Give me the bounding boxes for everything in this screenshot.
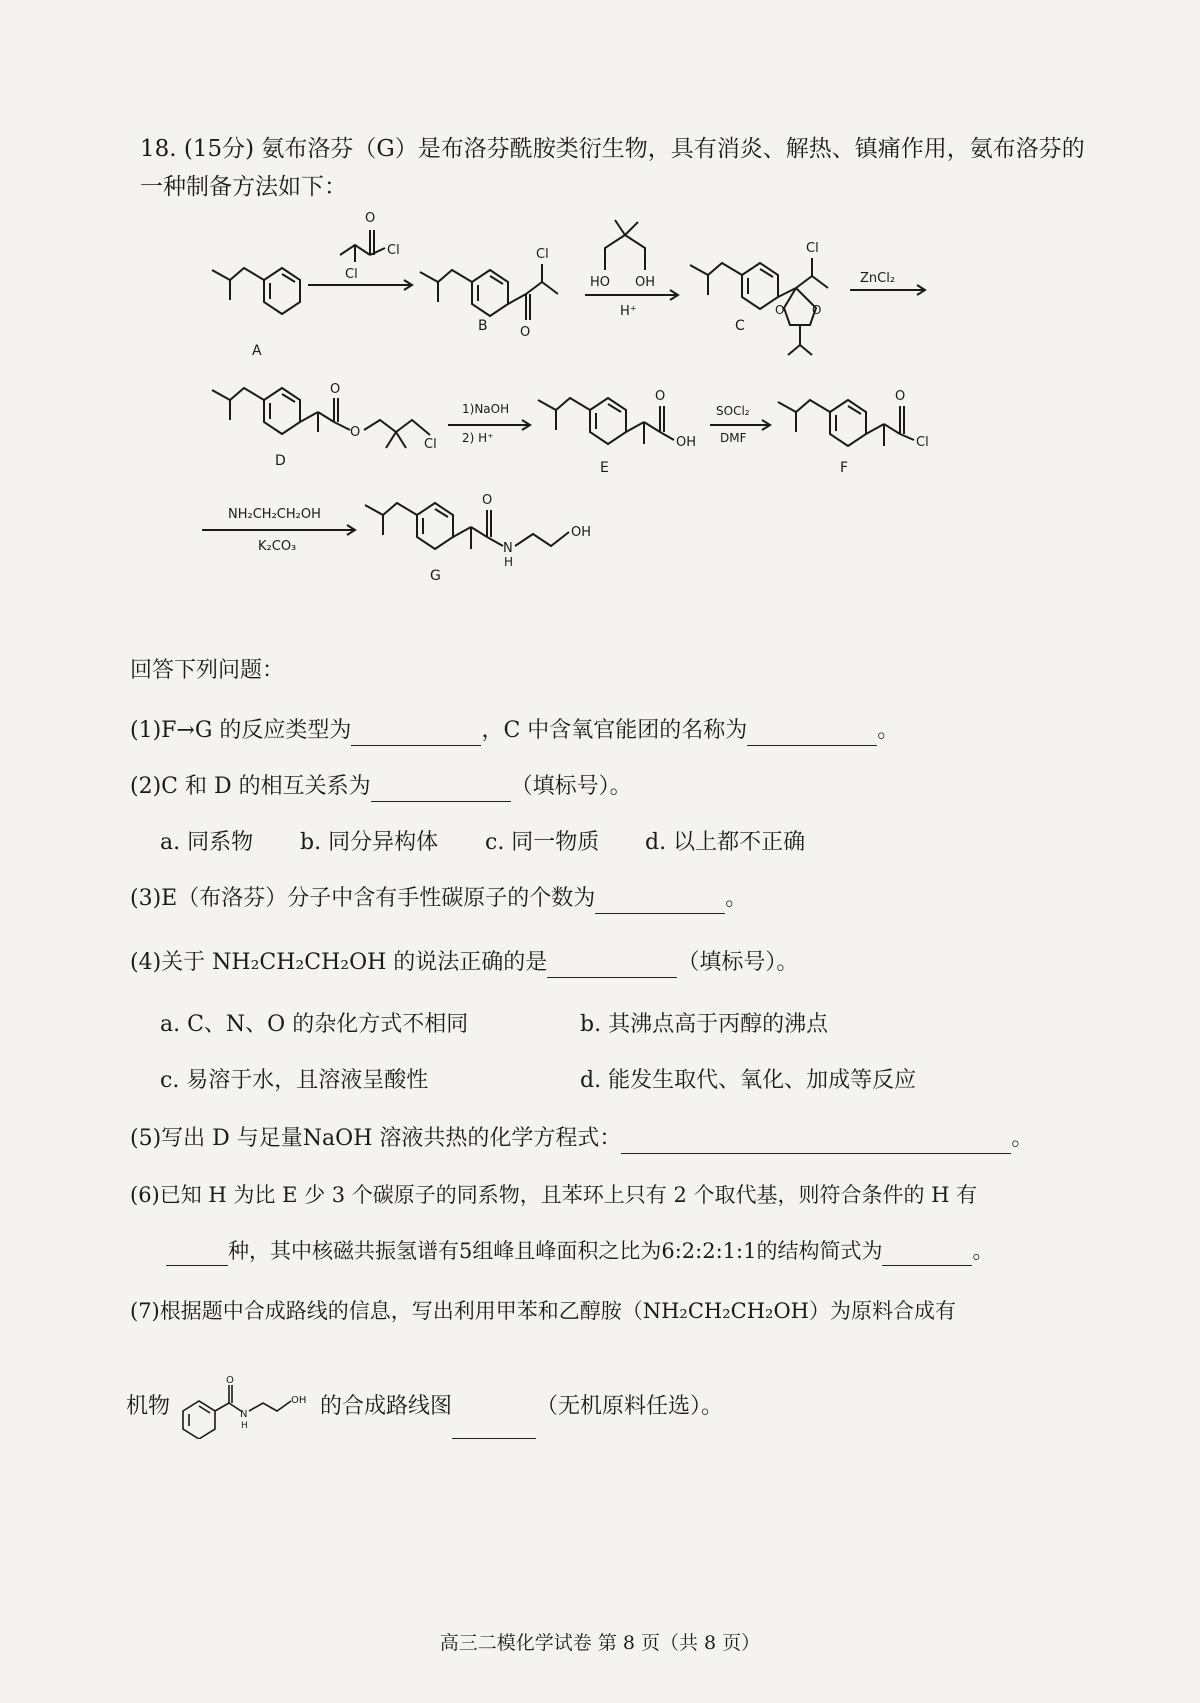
compound-b-cl: Cl	[536, 247, 549, 262]
question-7-line-2	[126, 1375, 723, 1439]
question-4	[130, 948, 798, 978]
reagent-2-oh: OH	[635, 275, 656, 290]
q4-option-d: d. 能发生取代、氧化、加成等反应	[580, 1068, 917, 1093]
q4-text-b: （填标号）。	[677, 950, 799, 975]
q2-text-a: (2)C 和 D 的相互关系为	[130, 774, 371, 799]
q4-blank[interactable]	[547, 953, 677, 978]
question-5	[130, 1124, 1033, 1154]
q6-text-b: 种，其中核磁共振氢谱有5组峰且峰面积之比为6:2:2:1:1的结构简式为	[228, 1239, 883, 1263]
q5-text-a: (5)写出 D 与足量NaOH 溶液共热的化学方程式：	[130, 1126, 622, 1151]
question-number: 18.	[140, 136, 177, 162]
compound-e-o: O	[655, 389, 666, 404]
label-e: E	[600, 460, 609, 476]
compound-b	[420, 247, 558, 340]
q7-blank[interactable]	[452, 1414, 536, 1439]
compound-g-h: H	[504, 555, 514, 569]
target-n: N	[240, 1409, 248, 1420]
compound-g-n: N	[503, 541, 513, 556]
q2-option-d: d. 以上都不正确	[645, 830, 806, 855]
reaction-scheme	[200, 210, 1100, 614]
q3-text-a: (3)E（布洛芬）分子中含有手性碳原子的个数为	[130, 886, 596, 911]
reagent-5-socl2: SOCl₂	[716, 404, 750, 418]
q2-option-c: c. 同一物质	[485, 830, 600, 855]
label-f: F	[840, 460, 849, 476]
reagent-2-ho: HO	[590, 275, 611, 290]
question-7-line-1: (7)根据题中合成路线的信息，写出利用甲苯和乙醇胺（NH₂CH₂CH₂OH）为原料合成有	[130, 1299, 956, 1323]
label-a: A	[252, 343, 262, 359]
label-c: C	[735, 318, 745, 334]
question-intro: 氨布洛芬（G）是布洛芬酰胺类衍生物，具有消炎、解热、镇痛作用，氨布洛芬的一种制备方法如下：	[140, 136, 1085, 200]
reagent-2	[590, 220, 655, 319]
q1-text-c: 。	[877, 718, 900, 743]
compound-f	[778, 389, 929, 476]
answer-prompt: 回答下列问题：	[130, 658, 285, 683]
question-1	[130, 716, 899, 746]
question-3	[130, 884, 747, 914]
target-o: O	[226, 1375, 234, 1386]
compound-f-o: O	[895, 389, 906, 404]
compound-e	[538, 389, 696, 476]
q2-text-b: （填标号）。	[510, 774, 632, 799]
compound-a	[212, 268, 300, 359]
compound-g-o: O	[482, 493, 493, 508]
q4-text-a: (4)关于 NH₂CH₂CH₂OH 的说法正确的是	[130, 950, 548, 975]
q4-option-b: b. 其沸点高于丙醇的沸点	[580, 1012, 829, 1037]
label-g: G	[430, 568, 441, 584]
label-d: D	[275, 453, 286, 469]
reagent-5-dmf: DMF	[720, 431, 747, 445]
reagent-6-base: K₂CO₃	[258, 539, 297, 554]
q1-blank-1[interactable]	[351, 721, 481, 746]
q3-blank[interactable]	[595, 889, 725, 914]
q7-text-b: 机物	[126, 1394, 171, 1419]
page-footer: 高三二模化学试卷 第 8 页（共 8 页）	[439, 1632, 761, 1654]
q6-blank-1[interactable]	[166, 1241, 228, 1266]
question-6-line-1: (6)已知 H 为比 E 少 3 个碳原子的同系物，且苯环上只有 2 个取代基，则符合条件的 H 有	[130, 1183, 978, 1207]
compound-e-oh: OH	[676, 435, 697, 450]
question-6-line-2	[166, 1236, 993, 1266]
q4-option-a: a. C、N、O 的杂化方式不相同	[160, 1012, 469, 1037]
q3-text-b: 。	[725, 886, 748, 911]
question-points: (15分)	[183, 136, 255, 162]
reagent-1-cl-alpha: Cl	[345, 267, 358, 282]
q2-option-a: a. 同系物	[160, 830, 254, 855]
reagent-2-cond: H⁺	[620, 304, 637, 319]
q7-text-c: 的合成路线图	[320, 1394, 453, 1419]
compound-g-oh: OH	[571, 525, 592, 540]
q1-blank-2[interactable]	[747, 721, 877, 746]
q2-blank[interactable]	[371, 777, 511, 802]
question-2	[130, 772, 632, 802]
q5-text-b: 。	[1011, 1126, 1034, 1151]
target-h: H	[241, 1421, 248, 1431]
q4-option-c: c. 易溶于水，且溶液呈酸性	[160, 1068, 429, 1093]
target-oh: OH	[291, 1395, 307, 1406]
label-b: B	[478, 318, 488, 334]
compound-f-cl: Cl	[916, 435, 929, 450]
reagent-1	[340, 211, 400, 282]
compound-c	[690, 241, 828, 355]
compound-c-o1: O	[775, 303, 785, 317]
compound-d	[212, 382, 437, 469]
reagent-3: ZnCl₂	[860, 271, 896, 286]
reagent-1-o: O	[365, 211, 376, 226]
q6-text-c: 。	[972, 1239, 994, 1263]
q1-text-b: ，C 中含氧官能团的名称为	[481, 718, 748, 743]
target-molecule-structure	[177, 1375, 313, 1439]
compound-g	[365, 493, 591, 584]
reagent-1-cl-acyl: Cl	[387, 243, 400, 258]
q1-text-a: (1)F→G 的反应类型为	[130, 718, 352, 743]
compound-c-o2: O	[812, 303, 822, 317]
compound-d-o-ester: O	[350, 425, 361, 440]
q2-option-b: b. 同分异构体	[300, 830, 439, 855]
scheme-svg	[200, 210, 1100, 610]
reagent-4-step1: 1)NaOH	[462, 402, 510, 416]
compound-c-cl: Cl	[806, 241, 819, 256]
q6-blank-2[interactable]	[882, 1241, 972, 1266]
compound-d-cl: Cl	[424, 437, 437, 452]
question-header	[140, 130, 1100, 206]
reagent-4-step2: 2) H⁺	[462, 431, 494, 445]
reagent-6-amine: NH₂CH₂CH₂OH	[228, 507, 321, 522]
q7-text-d: （无机原料任选）。	[536, 1394, 724, 1419]
compound-d-o-carbonyl: O	[330, 382, 341, 397]
compound-b-o: O	[520, 325, 531, 340]
q5-blank[interactable]	[621, 1129, 1011, 1154]
